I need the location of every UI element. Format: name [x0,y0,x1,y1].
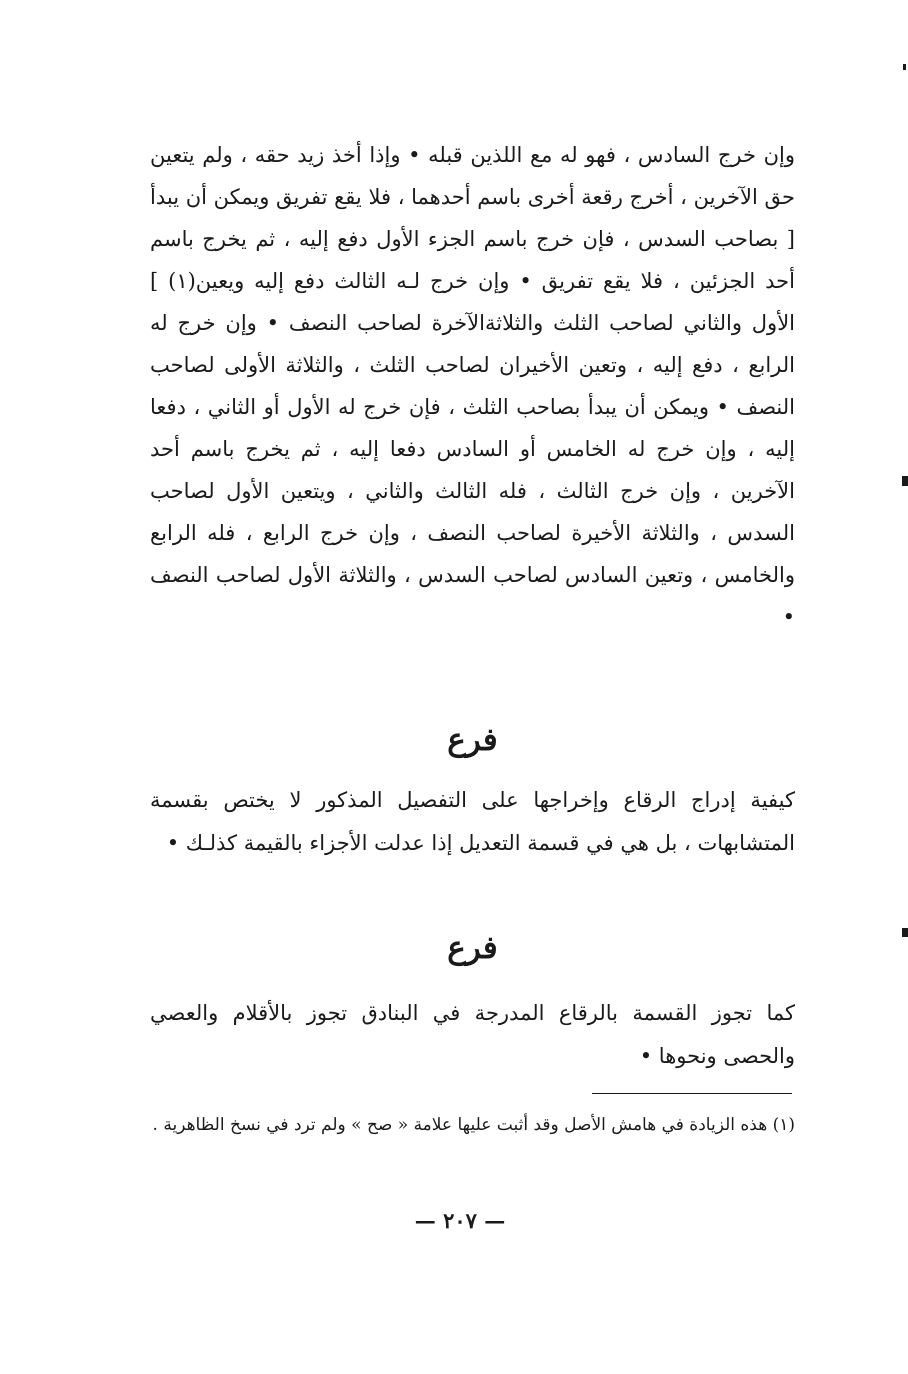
page-number: — ٢٠٧ — [414,1208,506,1233]
footnote-divider [592,1093,792,1094]
section-paragraph: كيفية إدراج الرقاع وإخراجها على التفصيل المذكور لا يختص بقسمة المتشابهات ، بل هي في قسمة التعديل إذا عدلت الأجزاء بالقيمة كذلـك • [150,788,795,855]
main-paragraph: وإن خرج السادس ، فهو له مع اللذين قبله • وإذا أخذ زيد حقه ، ولم يتعين حق الآخرين ، أخرج رقعة أخرى باسم أحدهما ، فلا يقع تفريق ويمكن أن يبدأ [ بصاحب السدس ، فإن خرج باسم الجزء الأول دفع إليه ، ثم يخرج باسم أحد الجزئين ، فلا يقع تفريق • وإن خرج لـه الثالث دفع إليه ويعين(١) ] الأول والثاني لصاحب الثلث والثلاثةالآخرة لصاحب النصف • وإن خرج له الرابع ، دفع إليه ، وتعين الأخيران لصاحب الثلث ، والثلاثة الأولى لصاحب النصف • ويمكن أن يبدأ بصاحب الثلث ، فإن خرج له الأول أو الثاني ، دفعا إليه ، وإن خرج له الخامس أو السادس دفعا إليه ، ثم يخرج باسم أحد الآخرين ، وإن خرج الثالث ، فله الثالث والثاني ، ويتعين الأول لصاحب السدس ، والثلاثة الأخيرة لصاحب النصف ، وإن خرج الرابع ، فله الرابع والخامس ، وتعين السادس لصاحب السدس ، والثلاثة الأول لصاحب النصف • [150,143,795,629]
section-paragraph: كما تجوز القسمة بالرقاع المدرجة في البنادق تجوز بالأقلام والعصي والحصى ونحوها • [150,1001,795,1068]
section-heading: فرع [447,722,498,758]
scan-edge-mark [903,64,906,70]
scan-edge-mark [902,928,908,937]
scan-edge-mark [902,476,908,486]
footnote: (١) هذه الزيادة في هامش الأصل وقد أثبت عليها علامة « صح » ولم ترد في نسخ الظاهرية . [152,1115,795,1135]
section-heading: فرع [447,930,498,966]
